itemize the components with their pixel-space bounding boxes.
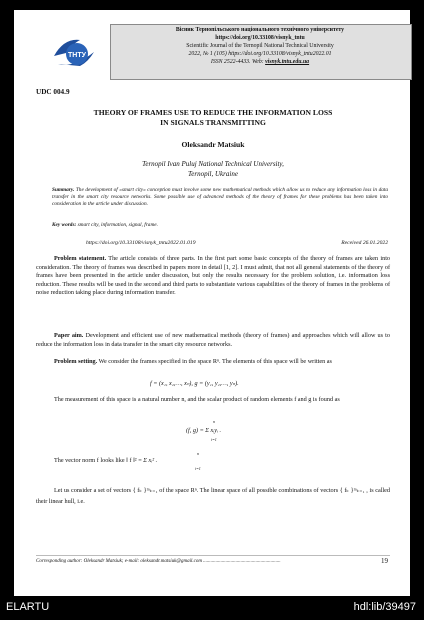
abstract-label: Summary. bbox=[52, 187, 75, 193]
issn-text: ISSN 2522-4433. Web: bbox=[210, 59, 266, 65]
linear-hull-paragraph: Let us consider a set of vectors { fₖ }ᵐₖ₌₁ of the space Rⁿ. The linear space of all possible combinations of vectors { fₖ }ᵐₖ₌₁ , is called their linear hull, i.e. bbox=[36, 487, 390, 505]
scalar-product-formula bbox=[186, 427, 221, 434]
paper-title-line2: IN SIGNALS TRANSMITTING bbox=[160, 118, 266, 127]
norm-sum-lower-limit: i=1 bbox=[195, 466, 201, 471]
scalar-sum-upper-limit: n bbox=[213, 419, 215, 424]
handle-identifier[interactable]: hdl:lib/39497 bbox=[353, 601, 416, 613]
paper-aim-label: Paper aim. bbox=[54, 332, 84, 339]
journal-name-uk: Вісник Тернопільського національного технічного університету bbox=[175, 27, 345, 33]
journal-name-en: Scientific Journal of the Ternopil National Technical University bbox=[186, 43, 334, 49]
page-number: 19 bbox=[381, 557, 388, 565]
paper-title-line1: THEORY OF FRAMES USE TO REDUCE THE INFORMATION LOSS bbox=[93, 108, 333, 117]
problem-setting-text: We consider the frames specified in the space Rⁿ. The elements of this space will be written as bbox=[97, 358, 332, 365]
vector-norm-formula: Σ xᵢ² . bbox=[143, 457, 158, 464]
problem-statement-label: Problem statement. bbox=[54, 255, 107, 262]
paper-aim-text: Development and efficient use of new mathematical methods (theory of frames) and approaches which will allow us to reduce the information loss in data transfer in the smart city resource networks. bbox=[36, 332, 390, 348]
problem-statement-text: The article consists of three parts. In the first part some basic concepts of the theory of frames are taken into consideration. The theory of frames was described in papers more in detail [1, 2]. I must admit, that not all general statements of the theory of frames have been presented in the article under discussion, but only the results necessary for the problem solution, i.e. information loss reduction. These results will be used in the second and third parts to substantiate various capabilities of the theory of frames in the problems of noise reduction taking place during information transfer. bbox=[36, 255, 391, 297]
affiliation-line2: Ternopil, Ukraine bbox=[188, 170, 238, 178]
problem-statement-paragraph bbox=[36, 255, 390, 298]
journal-issn bbox=[110, 59, 410, 66]
university-logo bbox=[50, 34, 104, 72]
scalar-product-text: (f, g) = Σ xᵢyᵢ . bbox=[186, 427, 222, 434]
udc-code: UDC 004.9 bbox=[36, 88, 70, 96]
measurement-paragraph: The measurement of this space is a natural number n, and the scalar product of random elements f and g is found as bbox=[54, 396, 340, 403]
journal-doi-link[interactable]: https://doi.org/10.33108/visnyk_tntu bbox=[215, 35, 305, 41]
footer-divider bbox=[36, 555, 390, 556]
norm-sum-upper-limit: n bbox=[197, 451, 199, 456]
document-page bbox=[14, 10, 410, 596]
vector-norm-text: The vector norm f looks like ‖ f ‖² = bbox=[54, 457, 144, 464]
keywords-text: smart city, information, signal, frame. bbox=[76, 222, 158, 228]
keywords-label: Key words: bbox=[52, 222, 77, 228]
repository-footer-bar bbox=[0, 596, 424, 620]
abstract-text: The development of «smart city» conception must involve some new mathematical methods which allow us to reduce any information loss in data transfer in the smart city resource networks. Some possible use of advanced methods of the theory of frames for these problems has been taken into consideration in the article under discussion. bbox=[52, 187, 388, 207]
scalar-sum-lower-limit: i=1 bbox=[211, 437, 217, 442]
problem-setting-label: Problem setting. bbox=[54, 358, 98, 365]
author-name: Oleksandr Matsiuk bbox=[181, 140, 245, 149]
affiliation-line1: Ternopil Ivan Puluj National Technical University, bbox=[142, 160, 284, 168]
corresponding-author: Corresponding author: Oleksandr Matsiuk; e-mail: oleksandr.matsiuk@gmail.com .............................................................. bbox=[36, 559, 281, 564]
journal-issue: 2022, № 1 (105) https://doi.org/10.33108/visnyk_tntu2022.01 bbox=[188, 51, 332, 57]
keywords bbox=[52, 222, 388, 229]
journal-website-link[interactable]: visnyk.tntu.edu.ua bbox=[265, 59, 310, 65]
vector-norm-paragraph bbox=[36, 457, 390, 466]
article-doi-link[interactable]: https://doi.org/10.33108/visnyk_tntu2022.01.019 bbox=[86, 240, 196, 246]
problem-setting-paragraph bbox=[36, 358, 390, 367]
vector-definition-formula: f = (x₁, x₂,…, xₙ), g = (y₁, y₂,…, yₙ). bbox=[150, 380, 239, 387]
repository-name[interactable]: ELARTU bbox=[6, 601, 50, 613]
logo-text: ТНТУ bbox=[68, 52, 86, 59]
abstract bbox=[52, 187, 388, 208]
paper-aim-paragraph bbox=[36, 332, 390, 349]
received-date: Received 26.01.2022 bbox=[341, 240, 388, 246]
